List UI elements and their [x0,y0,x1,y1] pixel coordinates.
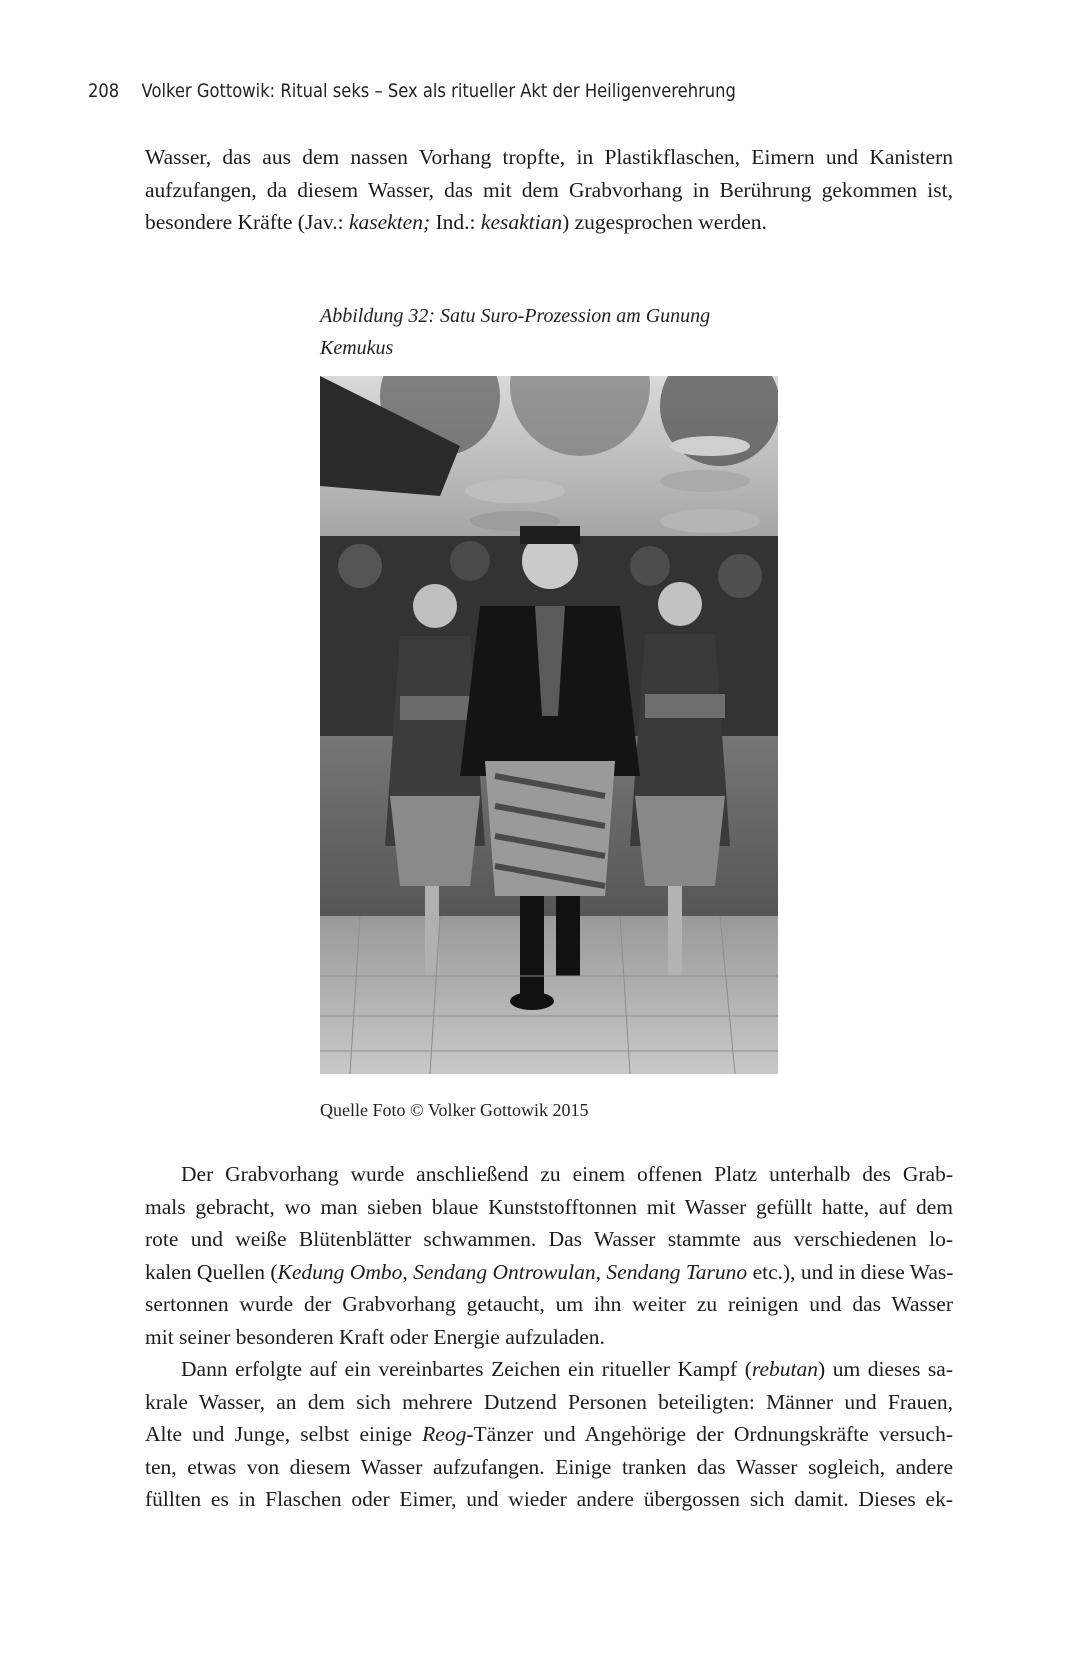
text-line [145,1418,953,1451]
text-run: Alte und Junge, selbst einige [145,1422,423,1446]
text-run: etc.), und in diese Was- [747,1259,954,1284]
italic-term: rebutan [751,1357,818,1381]
text-line: Wasser, das aus dem nassen Vorhang tropfte, in Plastikflaschen, Eimern und Kanistern [145,145,953,169]
text-run: kalen Quellen ( [145,1259,278,1284]
procession-photo-illustration [320,376,778,1074]
text-line [145,1353,953,1386]
text-run: besondere Kräfte (Jav.: [145,210,349,234]
text-line: mit seiner besonderen Kraft oder Energie aufzuladen. [145,1324,605,1349]
italic-term: kesaktian [480,210,563,234]
italic-term: kasekten; [348,210,431,234]
text-run: ) um dieses sa- [817,1357,953,1381]
text-run: ) zugesprochen werden. [562,210,767,234]
text-line: sertonnen wurde der Grabvorhang getaucht, um ihn weiter zu reinigen und das Wasser [145,1292,953,1316]
text-line [145,1256,953,1289]
text-line: krale Wasser, an dem sich mehrere Dutzend Personen beteiligten: Männer und Frauen, [145,1389,953,1414]
text-run: Dann erfolgte auf ein vereinbartes Zeichen ein ritueller Kampf ( [181,1357,752,1381]
text-run: Ind.: [430,210,481,234]
top-paragraph [145,141,953,239]
text-line: aufzufangen, da diesem Wasser, das mit dem Grabvorhang in Berührung gekommen ist, [145,177,953,202]
figure-caption [320,300,760,364]
figure-caption-line: Kemukus [320,337,394,359]
text-line: mals gebracht, wo man sieben blaue Kunststofftonnen mit Wasser gefüllt hatte, auf dem [145,1194,953,1219]
text-line: rote und weiße Blütenblätter schwammen. Das Wasser stammte aus verschiedenen lo- [145,1227,953,1251]
italic-term: Kedung Ombo [277,1259,403,1284]
text-run: , [402,1259,414,1284]
text-line: Der Grabvorhang wurde anschließend zu einem offenen Platz unterhalb des Grab- [181,1162,953,1186]
text-line [145,206,953,239]
procession-photo [320,376,778,1074]
italic-term: Reog [422,1422,467,1446]
figure-caption-line: Abbildung 32: Satu Suro-Prozession am Gunung [320,305,711,327]
text-run: , [595,1259,607,1284]
italic-term: Sendang Ontrowulan [413,1259,596,1284]
body-paragraphs [145,1158,953,1516]
italic-term: Sendang Taruno [606,1259,748,1284]
photo-credit: Quelle Foto © Volker Gottowik 2015 [320,1100,589,1120]
running-header [88,80,736,102]
running-title: Volker Gottowik: Ritual seks – Sex als ritueller Akt der Heiligenverehrung [141,80,736,102]
page-number: 208 [88,80,120,102]
text-line: füllten es in Flaschen oder Eimer, und wieder andere übergossen sich damit. Dieses ek- [145,1487,953,1511]
text-line: ten, etwas von diesem Wasser aufzufangen. Einige tranken das Wasser sogleich, andere [145,1454,953,1479]
text-run: -Tänzer und Angehörige der Ordnungskräfte versuch- [466,1422,954,1446]
